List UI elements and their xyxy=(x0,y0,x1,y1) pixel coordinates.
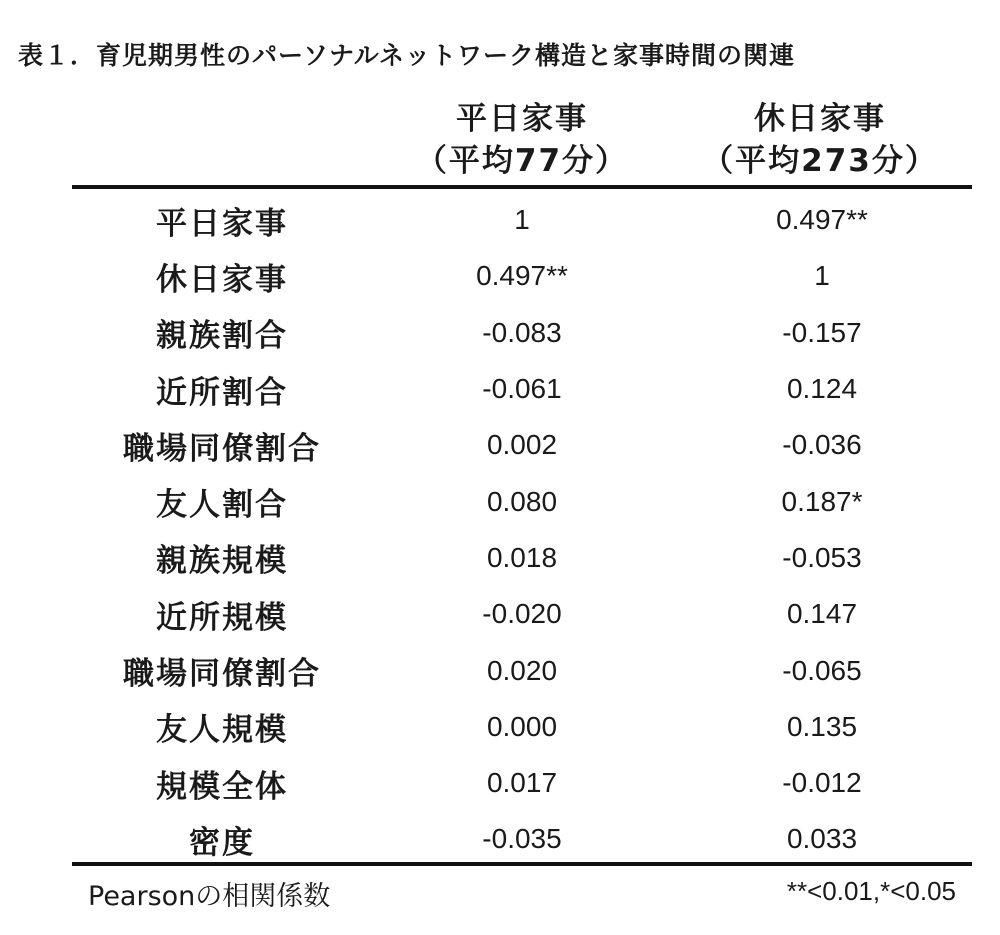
row-label: 規模全体 xyxy=(156,768,288,805)
table-row xyxy=(72,248,972,304)
cell-holiday: -0.157 xyxy=(782,316,862,348)
cell-weekday: 0.002 xyxy=(486,429,558,461)
cell-weekday: 0.080 xyxy=(486,485,558,517)
cell-weekday: 0.017 xyxy=(486,767,558,799)
row-label: 近所規模 xyxy=(156,599,288,636)
cell-holiday: -0.053 xyxy=(782,541,862,573)
column-header-title: 休日家事 xyxy=(754,101,886,137)
cell-holiday: 0.135 xyxy=(786,710,858,742)
row-label: 平日家事 xyxy=(156,205,288,242)
row-label: 近所割合 xyxy=(156,374,288,411)
row-label: 職場同僚割合 xyxy=(123,430,321,467)
table-row xyxy=(72,305,972,361)
cell-weekday: 0.020 xyxy=(486,654,558,686)
cell-weekday: 0.000 xyxy=(486,710,558,742)
cell-holiday: 0.033 xyxy=(786,823,858,855)
table-row xyxy=(72,473,972,529)
table-caption: 表１．育児期男性のパーソナルネットワーク構造と家事時間の関連 xyxy=(18,41,796,70)
cell-weekday: 0.497** xyxy=(476,260,568,292)
cell-weekday: -0.035 xyxy=(482,823,562,855)
table-row xyxy=(72,586,972,642)
table-row xyxy=(72,530,972,586)
cell-holiday: -0.036 xyxy=(782,429,862,461)
row-label: 休日家事 xyxy=(156,261,288,298)
table-top-rule xyxy=(72,185,972,189)
row-label: 親族割合 xyxy=(156,318,288,355)
cell-weekday: 0.018 xyxy=(486,541,558,573)
table-row xyxy=(72,417,972,473)
table-row xyxy=(72,811,972,867)
cell-weekday: -0.020 xyxy=(482,598,562,630)
cell-holiday: 0.497** xyxy=(776,204,868,236)
column-header-weekday-housework xyxy=(392,98,652,182)
cell-holiday: 0.147 xyxy=(786,598,858,630)
cell-holiday: -0.065 xyxy=(782,654,862,686)
column-header-subtitle: （平均77分） xyxy=(415,143,629,179)
table-row xyxy=(72,699,972,755)
table-row xyxy=(72,755,972,811)
cell-holiday: 0.187* xyxy=(781,485,863,517)
cell-holiday: -0.012 xyxy=(782,767,862,799)
cell-weekday: -0.083 xyxy=(482,316,562,348)
table-row xyxy=(72,192,972,248)
table-row xyxy=(72,642,972,698)
row-label: 友人規模 xyxy=(156,712,288,749)
table-bottom-rule xyxy=(72,862,972,866)
column-header-title: 平日家事 xyxy=(456,101,588,137)
cell-weekday: -0.061 xyxy=(482,373,562,405)
cell-holiday: 0.124 xyxy=(786,373,858,405)
row-label: 密度 xyxy=(189,824,255,861)
table-row xyxy=(72,361,972,417)
footnote-significance: **<0.01,*<0.05 xyxy=(786,876,956,906)
row-label: 職場同僚割合 xyxy=(123,656,321,693)
cell-weekday: 1 xyxy=(514,204,530,236)
column-header-holiday-housework xyxy=(690,98,950,182)
column-header-subtitle: （平均273分） xyxy=(702,143,938,179)
row-label: 親族規模 xyxy=(156,543,288,580)
cell-holiday: 1 xyxy=(814,260,830,292)
footnote-method: Pearsonの相関係数 xyxy=(88,881,331,912)
row-label: 友人割合 xyxy=(156,487,288,524)
correlation-table xyxy=(72,192,972,868)
